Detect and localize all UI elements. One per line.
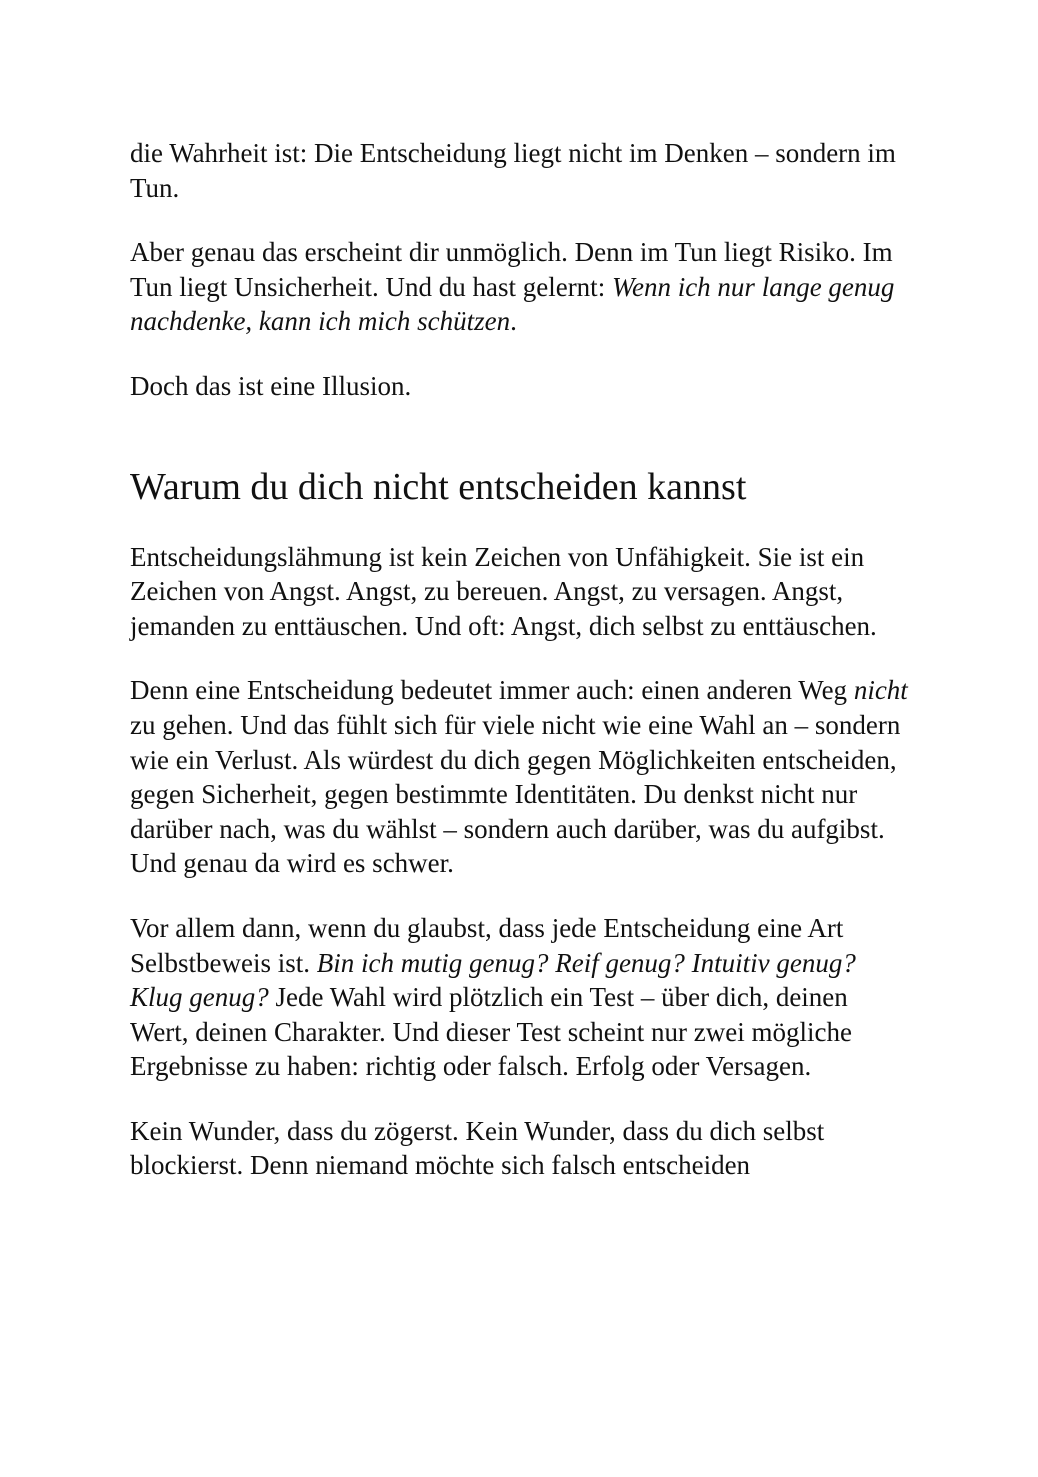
document-page <box>130 136 910 1213</box>
paragraph-text: Kein Wunder, dass du zögerst. Kein Wunder, dass du dich selbst blockierst. Denn niemand möchte sich falsch entscheiden <box>130 1115 825 1181</box>
paragraph-text: Jede Wahl wird plötzlich ein Test – über dich, deinen Wert, deinen Charakter. Und dieser Test scheint nur zwei mögliche Ergebnisse zu haben: richtig oder falsch. Erfolg oder Versagen. <box>130 982 852 1082</box>
paragraph-risiko <box>130 235 910 339</box>
paragraph-text: die Wahrheit ist: Die Entscheidung liegt nicht im Denken – sondern im Tun. <box>130 138 896 203</box>
paragraph-text: . <box>510 306 517 337</box>
italic-emphasis: nicht <box>853 675 908 706</box>
paragraph-text: Denn eine Entscheidung bedeutet immer auch: einen anderen Weg <box>130 675 854 706</box>
paragraph-verlust <box>130 673 910 881</box>
paragraph-text: Entscheidungslähmung ist kein Zeichen von Unfähigkeit. Sie ist ein Zeichen von Angst. Angst, zu bereuen. Angst, zu versagen. Angst, jemanden zu enttäuschen. Und oft: Angst, dich selbst zu enttäuschen. <box>130 541 877 641</box>
paragraph-wahrheit <box>130 136 910 205</box>
paragraph-zoegern <box>130 1114 910 1183</box>
paragraph-text: Aber genau das erscheint dir unmöglich. Denn im Tun liegt Risiko. Im Tun liegt Unsicherheit. Und du hast gelernt: <box>130 237 893 302</box>
paragraph-angst <box>130 540 910 644</box>
italic-quote: Wenn ich nur lange genug nachdenke, kann ich mich schützen <box>130 271 895 337</box>
paragraph-text: Vor allem dann, wenn du glaubst, dass jede Entscheidung eine Art Selbstbeweis ist. <box>130 912 844 978</box>
paragraph-selbstbeweis <box>130 911 910 1084</box>
paragraph-text: zu gehen. Und das fühlt sich für viele nicht wie eine Wahl an – sondern wie ein Verlust. Als würdest du dich gegen Möglichkeiten entscheiden, gegen Sicherheit, gegen bestimmte Identitäten. Du denkst nicht nur darüber nach, was du wählst – sondern auch darüber, was du aufgibst. Und genau da wird es schwer. <box>130 709 901 879</box>
section-heading: Warum du dich nicht entscheiden kannst <box>130 465 747 508</box>
italic-questions: Bin ich mutig genug? Reif genug? Intuitiv genug? Klug genug? <box>130 947 856 1013</box>
paragraph-text: Doch das ist eine Illusion. <box>130 370 412 401</box>
paragraph-illusion <box>130 369 910 404</box>
